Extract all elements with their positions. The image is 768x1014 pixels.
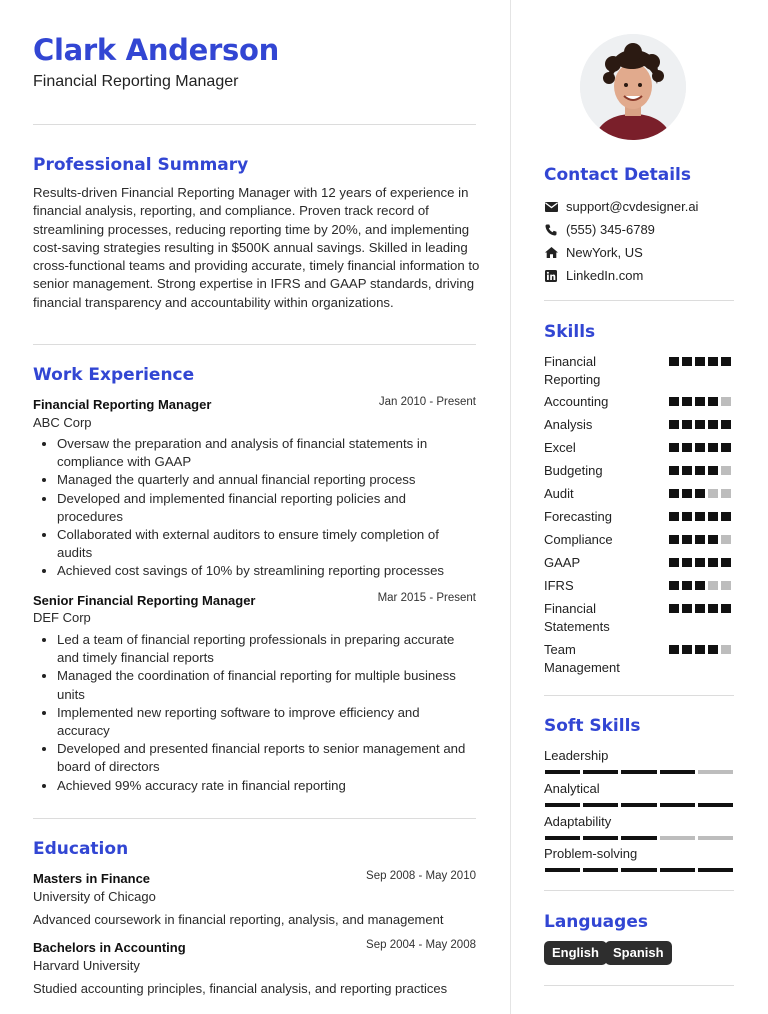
- skill-level-bar: [669, 512, 731, 521]
- list-item: Managed the coordination of financial reporting for multiple business units: [33, 667, 473, 703]
- home-icon: [544, 246, 558, 260]
- soft-skill-level-segment: [583, 803, 618, 807]
- skill-name: Audit: [544, 486, 574, 501]
- linkedin-icon: [544, 269, 558, 283]
- skill-level-bar: [669, 420, 731, 429]
- list-item: Implemented new reporting software to improve efficiency and accuracy: [33, 704, 473, 740]
- contact-heading: Contact Details: [544, 165, 691, 185]
- education-desc: Studied accounting principles, financial analysis, and reporting practices: [33, 981, 448, 996]
- contact-linkedin-text: LinkedIn.com: [566, 268, 644, 283]
- soft-skill-level-segment: [621, 803, 656, 807]
- skill-level-segment: [682, 512, 692, 521]
- soft-skill-level-segment: [660, 803, 695, 807]
- degree-title: Masters in Finance: [33, 871, 151, 886]
- skill-level-segment: [682, 357, 692, 366]
- skill-level-segment: [695, 420, 705, 429]
- skill-name: Accounting: [544, 394, 609, 409]
- soft-skill-level-segment: [545, 803, 580, 807]
- skill-level-segment: [669, 512, 679, 521]
- soft-skill-level-segment: [698, 803, 733, 807]
- skill-level-segment: [708, 581, 718, 590]
- skill-level-segment: [669, 558, 679, 567]
- list-item: Achieved cost savings of 10% by streamlining reporting processes: [33, 562, 473, 580]
- summary-text: Results-driven Financial Reporting Manager with 12 years of experience in financial analysis, reporting, and compliance. Proven track record of streamlining processes, reducing reporting time by 20%, and implementing cost-saving strategies resulting in $500K annual savings. Skilled in leading cross-functional teams and providing accurate, timely financial information to senior management. Strong expertise in IFRS and GAAP standards, driving financial transparency and accountability within organizations.: [33, 185, 480, 310]
- skill-level-segment: [708, 466, 718, 475]
- skill-name: Financial Reporting: [544, 354, 601, 387]
- soft-skill-level-segment: [545, 836, 580, 840]
- soft-skill-level-bar: [545, 868, 733, 872]
- skill-level-segment: [708, 443, 718, 452]
- divider: [544, 695, 734, 696]
- skill-level-bar: [669, 489, 731, 498]
- skill-name: IFRS: [544, 578, 574, 593]
- contact-phone[interactable]: [544, 222, 655, 237]
- list-item: Developed and implemented financial reporting policies and procedures: [33, 490, 473, 526]
- soft-skill-level-segment: [698, 770, 733, 774]
- soft-skill-level-segment: [621, 836, 656, 840]
- skill-level-segment: [708, 489, 718, 498]
- skill-level-segment: [695, 357, 705, 366]
- skill-level-segment: [669, 489, 679, 498]
- job-company: ABC Corp: [33, 415, 92, 430]
- skill-name: Financial Statements: [544, 601, 610, 634]
- skill-level-segment: [708, 397, 718, 406]
- skill-level-bar: [669, 535, 731, 544]
- skill-level-segment: [695, 443, 705, 452]
- soft-skill-level-segment: [545, 770, 580, 774]
- divider: [33, 124, 476, 125]
- job-date: Mar 2015 - Present: [377, 592, 476, 604]
- skill-level-segment: [721, 645, 731, 654]
- list-item: Oversaw the preparation and analysis of financial statements in compliance with GAAP: [33, 435, 473, 471]
- skill-level-segment: [669, 466, 679, 475]
- skill-level-segment: [669, 443, 679, 452]
- skill-level-segment: [682, 558, 692, 567]
- skill-level-segment: [695, 397, 705, 406]
- skill-level-segment: [669, 397, 679, 406]
- divider: [544, 300, 734, 301]
- skill-level-segment: [708, 645, 718, 654]
- soft-skill-name: Leadership: [544, 748, 609, 763]
- skill-level-segment: [721, 558, 731, 567]
- contact-location: [544, 245, 643, 260]
- skill-level-segment: [695, 466, 705, 475]
- skill-level-bar: [669, 558, 731, 567]
- job-date: Jan 2010 - Present: [378, 396, 476, 408]
- soft-skill-level-bar: [545, 836, 733, 840]
- skill-level-bar: [669, 357, 731, 366]
- job-title: Senior Financial Reporting Manager: [33, 593, 256, 608]
- skill-level-segment: [721, 535, 731, 544]
- skill-level-segment: [682, 581, 692, 590]
- skill-level-bar: [669, 443, 731, 452]
- soft-skill-level-segment: [660, 770, 695, 774]
- sidebar: [510, 0, 768, 1014]
- skill-name: Forecasting: [544, 509, 612, 524]
- skill-level-segment: [682, 466, 692, 475]
- job-bullets: [33, 435, 473, 581]
- soft-skills-heading: Soft Skills: [544, 716, 641, 736]
- skill-name: Excel: [544, 440, 576, 455]
- skill-level-segment: [721, 357, 731, 366]
- list-item: Collaborated with external auditors to ensure timely completion of audits: [33, 526, 473, 562]
- skill-level-segment: [695, 489, 705, 498]
- skill-level-segment: [682, 645, 692, 654]
- skill-level-segment: [721, 466, 731, 475]
- skill-level-segment: [682, 443, 692, 452]
- skill-level-segment: [721, 443, 731, 452]
- school-name: University of Chicago: [33, 889, 156, 904]
- soft-skill-level-segment: [698, 836, 733, 840]
- soft-skill-level-segment: [583, 770, 618, 774]
- candidate-name: Clark Anderson: [33, 33, 279, 67]
- soft-skill-level-segment: [545, 868, 580, 872]
- skill-level-segment: [721, 489, 731, 498]
- job-bullets: [33, 631, 473, 795]
- skill-level-segment: [708, 604, 718, 613]
- job-company: DEF Corp: [33, 610, 91, 625]
- soft-skill-level-segment: [621, 770, 656, 774]
- divider: [544, 890, 734, 891]
- list-item: Led a team of financial reporting professionals in preparing accurate and timely financial reports: [33, 631, 473, 667]
- soft-skill-level-segment: [621, 868, 656, 872]
- soft-skill-level-segment: [660, 836, 695, 840]
- skill-level-segment: [682, 489, 692, 498]
- divider: [33, 344, 476, 345]
- profile-photo: [580, 34, 686, 140]
- envelope-icon: [544, 200, 558, 214]
- degree-title: Bachelors in Accounting: [33, 940, 186, 955]
- skill-level-segment: [708, 357, 718, 366]
- education-date: Sep 2004 - May 2008: [366, 939, 476, 951]
- skill-level-segment: [695, 512, 705, 521]
- contact-location-text: NewYork, US: [566, 245, 643, 260]
- list-item: Achieved 99% accuracy rate in financial reporting: [33, 777, 473, 795]
- soft-skill-level-segment: [660, 868, 695, 872]
- education-date: Sep 2008 - May 2010: [366, 870, 476, 882]
- skill-level-segment: [721, 512, 731, 521]
- skill-level-segment: [708, 512, 718, 521]
- skill-name: Budgeting: [544, 463, 603, 478]
- education-heading: Education: [33, 839, 129, 859]
- phone-icon: [544, 223, 558, 237]
- contact-phone-text: (555) 345-6789: [566, 222, 655, 237]
- contact-email[interactable]: [544, 199, 698, 214]
- candidate-title: Financial Reporting Manager: [33, 73, 239, 90]
- skill-level-segment: [669, 535, 679, 544]
- skill-level-bar: [669, 397, 731, 406]
- languages-heading: Languages: [544, 912, 648, 932]
- skill-level-segment: [669, 645, 679, 654]
- skill-name: Analysis: [544, 417, 593, 432]
- skill-level-segment: [695, 558, 705, 567]
- skill-level-segment: [695, 645, 705, 654]
- skill-level-segment: [708, 420, 718, 429]
- contact-linkedin[interactable]: [544, 268, 643, 283]
- skill-level-segment: [669, 581, 679, 590]
- skill-level-bar: [669, 581, 731, 590]
- list-item: Developed and presented financial reports to senior management and board of directors: [33, 740, 473, 776]
- education-desc: Advanced coursework in financial reporting, analysis, and management: [33, 912, 444, 927]
- skill-level-segment: [682, 604, 692, 613]
- skill-name: Team Management: [544, 642, 620, 675]
- summary-heading: Professional Summary: [33, 155, 249, 175]
- soft-skill-level-bar: [545, 803, 733, 807]
- soft-skill-level-segment: [583, 836, 618, 840]
- language-pill: English: [544, 941, 607, 965]
- contact-email-text: support@cvdesigner.ai: [566, 199, 699, 214]
- skill-level-segment: [721, 397, 731, 406]
- soft-skill-name: Analytical: [544, 781, 600, 796]
- skill-level-segment: [695, 604, 705, 613]
- skill-level-segment: [695, 581, 705, 590]
- divider: [544, 985, 734, 986]
- skills-heading: Skills: [544, 322, 596, 342]
- list-item: Managed the quarterly and annual financial reporting process: [33, 471, 473, 489]
- experience-heading: Work Experience: [33, 365, 195, 385]
- language-pill: Spanish: [605, 941, 672, 965]
- school-name: Harvard University: [33, 958, 140, 973]
- skill-level-bar: [669, 645, 731, 654]
- skill-level-segment: [682, 535, 692, 544]
- skill-level-segment: [708, 535, 718, 544]
- soft-skill-name: Adaptability: [544, 814, 612, 829]
- skill-name: Compliance: [544, 532, 613, 547]
- skill-level-segment: [721, 604, 731, 613]
- divider: [33, 818, 476, 819]
- soft-skill-name: Problem-solving: [544, 846, 638, 861]
- skill-level-segment: [695, 535, 705, 544]
- skill-level-segment: [682, 420, 692, 429]
- skill-level-segment: [669, 420, 679, 429]
- skill-level-bar: [669, 604, 731, 613]
- soft-skill-level-segment: [698, 868, 733, 872]
- job-title: Financial Reporting Manager: [33, 397, 212, 412]
- skill-level-bar: [669, 466, 731, 475]
- skill-level-segment: [721, 581, 731, 590]
- skill-level-segment: [669, 357, 679, 366]
- soft-skill-level-bar: [545, 770, 733, 774]
- skill-level-segment: [708, 558, 718, 567]
- skill-level-segment: [721, 420, 731, 429]
- skill-name: GAAP: [544, 555, 581, 570]
- soft-skill-level-segment: [583, 868, 618, 872]
- skill-level-segment: [669, 604, 679, 613]
- skill-level-segment: [682, 397, 692, 406]
